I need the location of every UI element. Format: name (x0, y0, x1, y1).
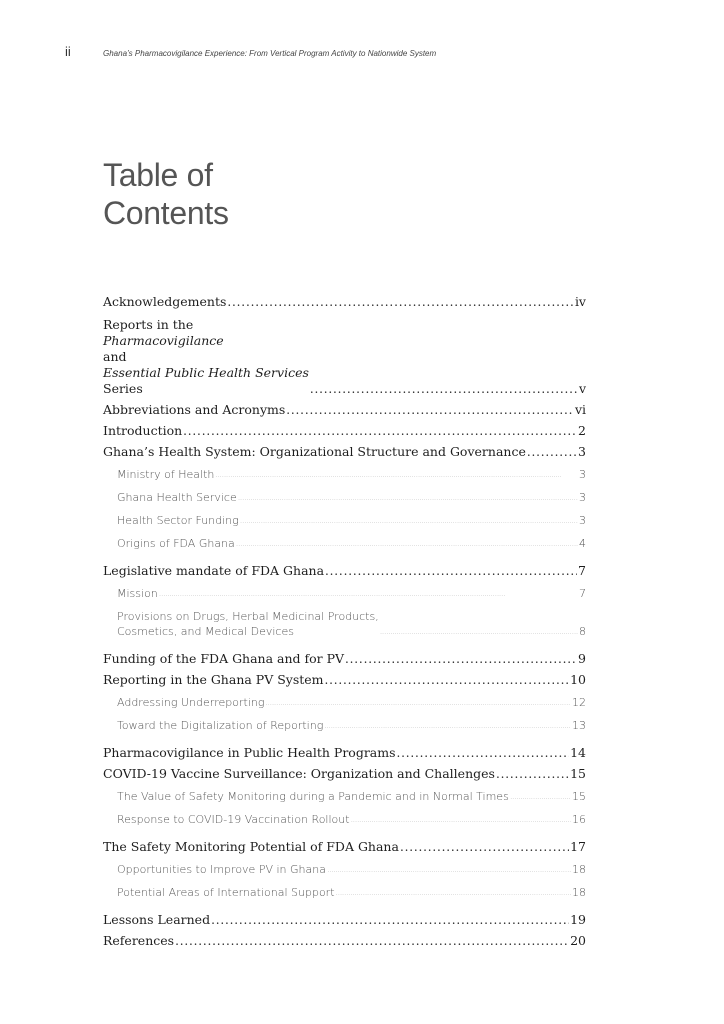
toc-entry-title: Ghana Health Service (117, 491, 237, 504)
toc-entry[interactable] (103, 400, 586, 421)
dot-leader (238, 490, 578, 505)
toc-entry-page: 7 (579, 587, 586, 600)
dot-leader (183, 423, 577, 439)
toc-entry-page: 20 (570, 933, 586, 948)
toc-entry-title: Abbreviations and Acronyms (103, 402, 286, 417)
toc-entry-page: 18 (572, 863, 586, 876)
toc-entry-title: The Value of Safety Monitoring during a Pandemic and in Normal Times (117, 790, 509, 803)
dot-leader (211, 912, 569, 928)
toc-entry-title: Response to COVID-19 Vaccination Rollout (117, 813, 350, 826)
dot-leader (351, 812, 571, 827)
toc-entry[interactable] (103, 313, 586, 400)
toc-entry-page: 15 (572, 790, 586, 803)
toc-subentry[interactable] (103, 785, 586, 808)
running-header (65, 44, 665, 58)
toc-entry[interactable] (103, 670, 586, 691)
toc-entry-title: Mission (117, 587, 158, 600)
dot-leader (325, 563, 577, 579)
toc-entry[interactable] (103, 931, 586, 952)
dot-leader (325, 672, 570, 688)
toc-entry-title: Lessons Learned (103, 912, 211, 927)
dot-leader (310, 381, 578, 397)
dot-leader (236, 536, 578, 551)
dot-leader (397, 745, 570, 761)
toc-entry-page: v (578, 381, 586, 396)
toc-entry-title: Pharmacovigilance in Public Health Programs (103, 745, 396, 760)
toc-subentry[interactable] (103, 582, 586, 605)
toc-entry-title: Legislative mandate of FDA Ghana (103, 563, 325, 578)
toc-entry[interactable] (103, 292, 586, 313)
toc-entry-title: Ministry of Health (117, 468, 215, 481)
running-title: Ghana’s Pharmacovigilance Experience: From Vertical Program Activity to Nationwide System (103, 49, 437, 58)
toc-entry-title: Introduction (103, 423, 183, 438)
dot-leader (215, 467, 578, 482)
toc-entry[interactable] (103, 764, 586, 785)
toc-subentry[interactable] (103, 463, 586, 486)
toc-entry-title: Origins of FDA Ghana (117, 537, 235, 550)
toc-entry-title: Ghana’s Health System: Organizational Structure and Governance (103, 444, 526, 459)
toc-entry-page: 14 (570, 745, 586, 760)
dot-leader (400, 839, 569, 855)
toc-subentry[interactable] (103, 691, 586, 714)
toc-entry-page: 19 (570, 912, 586, 927)
toc-entry-page: 3 (579, 514, 586, 527)
toc-subentry[interactable] (103, 714, 586, 743)
dot-leader (159, 586, 578, 601)
toc-entry-title: References (103, 933, 175, 948)
toc-entry-page: 4 (579, 537, 586, 550)
toc-entry-page: iv (574, 294, 586, 309)
toc-entry[interactable] (103, 649, 586, 670)
dot-leader (327, 862, 571, 877)
toc-entry[interactable] (103, 837, 586, 858)
toc-entry-page: 16 (572, 813, 586, 826)
toc-entry-title: Reporting in the Ghana PV System (103, 672, 324, 687)
toc-subentry[interactable] (103, 509, 586, 532)
toc-entry-title: Funding of the FDA Ghana and for PV (103, 651, 345, 666)
page-title: Table of Contents (103, 157, 229, 231)
dot-leader (380, 624, 578, 639)
toc-entry-title: Provisions on Drugs, Herbal Medicinal Products, Cosmetics, and Medical Devices (117, 610, 379, 638)
toc-entry-title: Toward the Digitalization of Reporting (117, 719, 324, 732)
toc-subentry[interactable] (103, 605, 586, 649)
toc-entry-title: Health Sector Funding (117, 514, 239, 527)
toc-entry[interactable] (103, 421, 586, 442)
dot-leader (510, 789, 571, 804)
dot-leader (265, 695, 571, 710)
dot-leader (496, 766, 569, 782)
page-number: ii (65, 44, 71, 59)
toc-entry-page: 9 (578, 651, 586, 666)
toc-entry-page: 18 (572, 886, 586, 899)
toc-entry-page: 7 (578, 563, 586, 578)
dot-leader (175, 933, 569, 949)
toc-entry-page: 2 (578, 423, 586, 438)
toc-subentry[interactable] (103, 808, 586, 837)
toc-entry-page: 10 (570, 672, 586, 687)
toc-entry[interactable] (103, 910, 586, 931)
toc-entry-page: 3 (579, 491, 586, 504)
toc-entry-page: vi (574, 402, 586, 417)
dot-leader (227, 294, 574, 310)
toc-entry-page: 8 (579, 625, 586, 638)
dot-leader (527, 444, 577, 460)
toc-entry-page: 3 (579, 468, 586, 481)
toc-entry-title: Acknowledgements (103, 294, 227, 309)
toc-entry-title: Opportunities to Improve PV in Ghana (117, 863, 326, 876)
dot-leader (286, 402, 574, 418)
toc-entry-title: Reports in the Pharmacovigilance and Essential Public Health Services Series (103, 317, 309, 396)
dot-leader (240, 513, 578, 528)
toc-entry-title: The Safety Monitoring Potential of FDA Ghana (103, 839, 399, 854)
toc-entry-page: 15 (570, 766, 586, 781)
table-of-contents (103, 292, 586, 952)
toc-entry-page: 3 (578, 444, 586, 459)
toc-subentry[interactable] (103, 486, 586, 509)
toc-entry[interactable] (103, 442, 586, 463)
toc-entry-page: 12 (572, 696, 586, 709)
toc-entry-page: 13 (572, 719, 586, 732)
toc-entry[interactable] (103, 743, 586, 764)
toc-subentry[interactable] (103, 881, 586, 910)
toc-subentry[interactable] (103, 532, 586, 561)
dot-leader (345, 651, 577, 667)
toc-entry-title: Addressing Underreporting (117, 696, 265, 709)
toc-entry-title: COVID-19 Vaccine Surveillance: Organization and Challenges (103, 766, 495, 781)
dot-leader (336, 885, 571, 900)
toc-entry-title: Potential Areas of International Support (117, 886, 335, 899)
dot-leader (324, 718, 571, 733)
toc-subentry[interactable] (103, 858, 586, 881)
toc-entry[interactable] (103, 561, 586, 582)
toc-entry-page: 17 (570, 839, 586, 854)
